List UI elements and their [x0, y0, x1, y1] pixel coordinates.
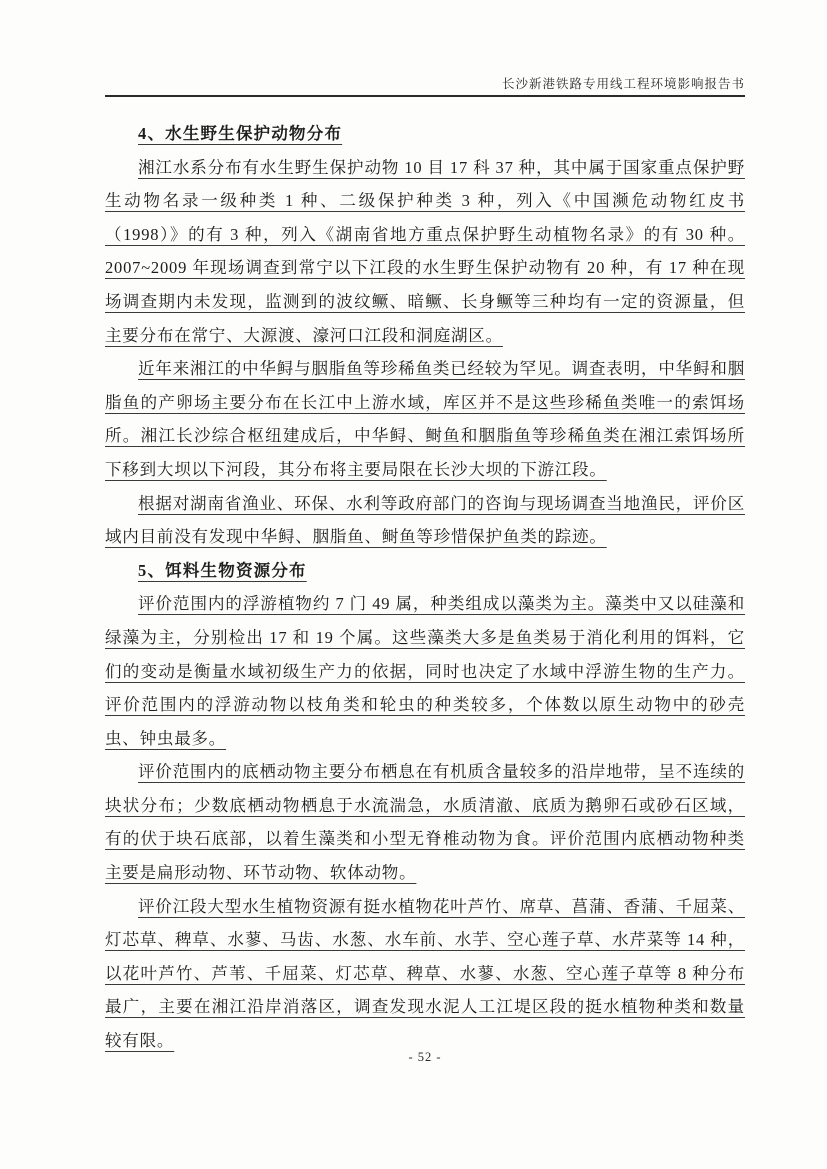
document-body — [105, 117, 745, 1058]
section-5-paragraph-1: 评价范围内的浮游植物约 7 门 49 属，种类组成以藻类为主。藻类中又以硅藻和绿藻为主，分别检出 17 和 19 个属。这些藻类大多是鱼类易于消化利用的饵料，它们的变动是衡量水域初级生产力的依据，同时也决定了水域中浮游生物的生产力。评价范围内的浮游动物以枝角类和轮虫的种类较多，个体数以原生动物中的砂壳虫、钟虫最多。 — [105, 594, 745, 748]
header-title: 长沙新港铁路专用线工程环境影响报告书 — [501, 77, 745, 91]
section-4-paragraph-1: 湘江水系分布有水生野生保护动物 10 目 17 科 37 种，其中属于国家重点保护野生动物名录一级种类 1 种、二级保护种类 3 种，列入《中国濒危动物红皮书（1998）》的有 3 种，列入《湖南省地方重点保护野生动植物名录》的有 30 种。2007~2009 年现场调查到常宁以下江段的水生野生保护动物有 20 种，有 17 种在现场调查期内未发现，监测到的波纹鳜、暗鳜、长身鳜等三种均有一定的资源量，但主要分布在常宁、大源渡、濠河口江段和洞庭湖区。 — [105, 157, 745, 345]
section-4-paragraph-3: 根据对湖南省渔业、环保、水利等政府部门的咨询与现场调查当地渔民，评价区域内目前没有发现中华鲟、胭脂鱼、鲥鱼等珍惜保护鱼类的踪迹。 — [105, 493, 745, 547]
section-4-paragraph-2: 近年来湘江的中华鲟与胭脂鱼等珍稀鱼类已经较为罕见。调查表明，中华鲟和胭脂鱼的产卵场主要分布在长江中上游水域，库区并不是这些珍稀鱼类唯一的索饵场所。湘江长沙综合枢纽建成后，中华鲟、鲥鱼和胭脂鱼等珍稀鱼类在湘江索饵场所下移到大坝以下河段，其分布将主要局限在长沙大坝的下游江段。 — [105, 359, 745, 479]
section-4-heading: 4、水生野生保护动物分布 — [138, 124, 343, 143]
section-5-heading: 5、饵料生物资源分布 — [138, 560, 307, 580]
header-rule — [105, 95, 745, 97]
section-5-paragraph-2: 评价范围内的底栖动物主要分布栖息在有机质含量较多的沿岸地带，呈不连续的块状分布；少数底栖动物栖息于水流湍急，水质清澈、底质为鹅卵石或砂石区域，有的伏于块石底部，以着生藻类和小型无脊椎动物为食。评价范围内底栖动物种类主要是扁形动物、环节动物、软体动物。 — [105, 762, 745, 883]
section-5-paragraph-3: 评价江段大型水生植物资源有挺水植物花叶芦竹、席草、菖蒲、香蒲、千屈菜、灯芯草、稗草、水蓼、马齿、水葱、水车前、水芋、空心莲子草、水芹菜等 14 种，以花叶芦竹、芦苇、千屈菜、灯芯草、稗草、水蓼、水葱、空心莲子草等 8 种分布最广，主要在湘江沿岸消落区，调查发现水泥人工江堤区段的挺水植物种类和数量较有限。 — [105, 896, 745, 1051]
page-number: - 52 - — [408, 1050, 442, 1064]
page-footer — [105, 1050, 745, 1065]
